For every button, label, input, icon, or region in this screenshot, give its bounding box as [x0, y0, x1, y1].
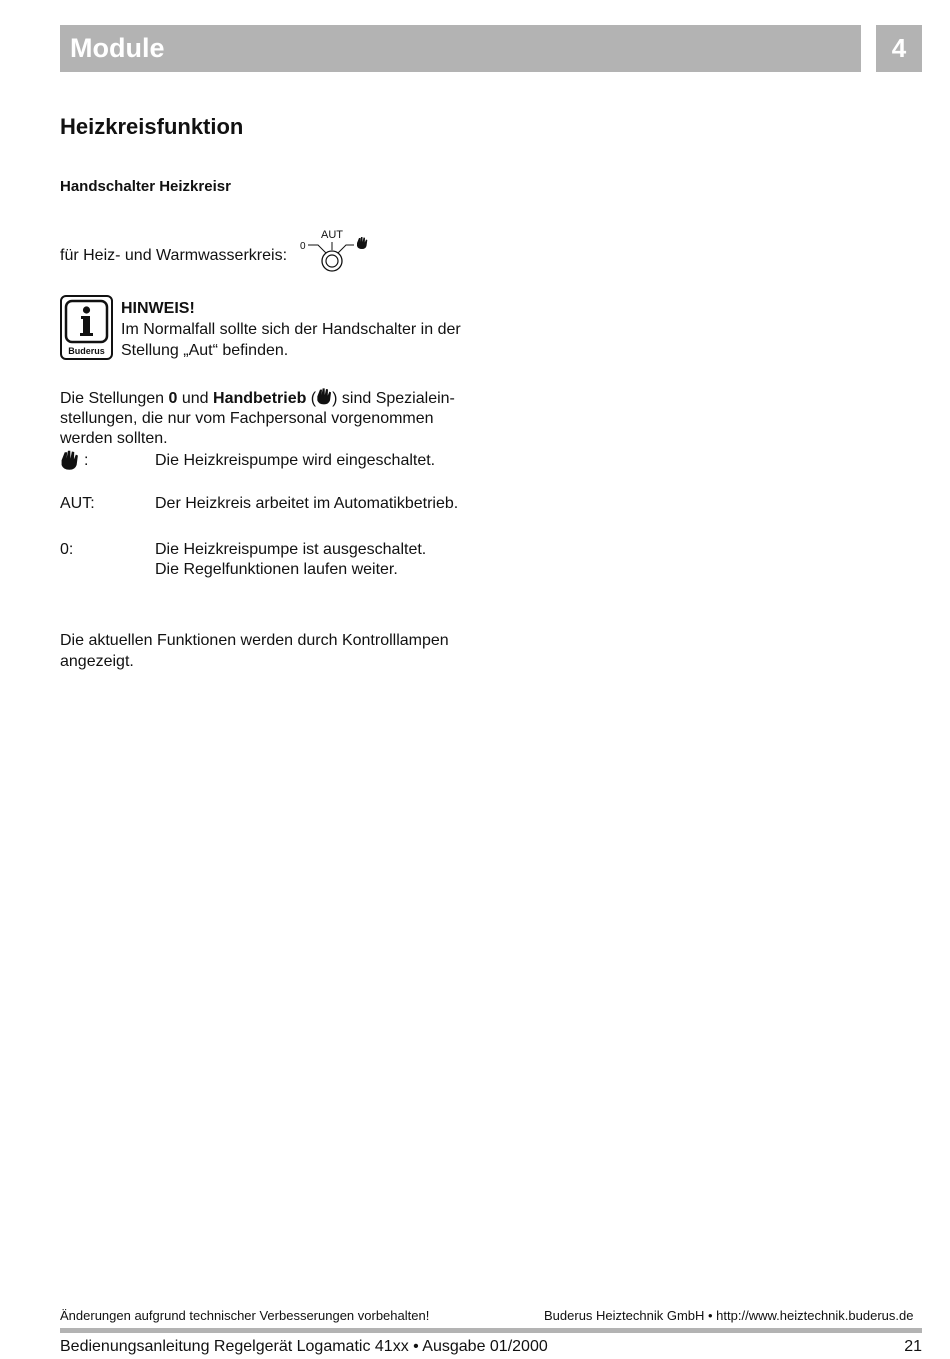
section-heading: Heizkreisfunktion — [60, 114, 244, 139]
footer-disclaimer: Änderungen aufgrund technischer Verbesserungen vorbehalten! — [60, 1308, 430, 1323]
section-subheading: Handschalter Heizkreisr — [60, 178, 231, 195]
switch-knob — [322, 251, 342, 271]
note-text: Im Normalfall sollte sich der Handschalter in der Stellung „Aut“ befinden. — [121, 321, 461, 359]
intro-paragraph: Die Stellungen 0 und Handbetrieb ( ) sind Spezialein-stellungen, die nur vom Fachpersonal vorgenommen werden sollten. — [60, 387, 480, 449]
position-desc-aut: Der Heizkreis arbeitet im Automatikbetrieb. — [155, 495, 459, 512]
chapter-number: 4 — [876, 25, 922, 72]
note-title: HINWEIS! — [121, 300, 195, 317]
header-bar — [60, 25, 861, 72]
footer-document-title: Bedienungsanleitung Regelgerät Logamatic 41xx • Ausgabe 01/2000 — [60, 1338, 548, 1355]
hand-icon — [357, 237, 367, 249]
header-title: Module — [70, 33, 165, 63]
hand-icon — [316, 387, 332, 407]
closing-paragraph: Die aktuellen Funktionen werden durch Kontrolllampen angezeigt. — [60, 632, 449, 670]
footer-company: Buderus Heiztechnik GmbH • http://www.heiztechnik.buderus.de — [544, 1308, 914, 1323]
position-key-zero: 0: — [60, 541, 74, 558]
position-key-hand: : — [84, 452, 89, 469]
buderus-logo-text: Buderus — [68, 346, 105, 356]
intro-bold-zero: 0 — [168, 390, 178, 407]
position-desc-hand: Die Heizkreispumpe wird eingeschaltet. — [155, 452, 436, 469]
switch-diagram — [296, 225, 376, 277]
position-desc-zero-2: Die Regelfunktionen laufen weiter. — [155, 561, 398, 578]
hand-icon — [60, 450, 79, 472]
switch-pos-aut: AUT — [321, 229, 343, 241]
page-number: 21 — [904, 1338, 922, 1355]
intro-bold-handbetrieb: Handbetrieb — [213, 390, 307, 407]
position-key-aut: AUT: — [60, 495, 95, 512]
position-desc-zero: Die Heizkreispumpe ist ausgeschaltet. — [155, 541, 427, 558]
switch-label: für Heiz- und Warmwasserkreis: — [60, 247, 288, 264]
switch-pos-zero: 0 — [300, 241, 306, 252]
info-icon — [60, 295, 113, 360]
footer-divider — [60, 1328, 922, 1333]
